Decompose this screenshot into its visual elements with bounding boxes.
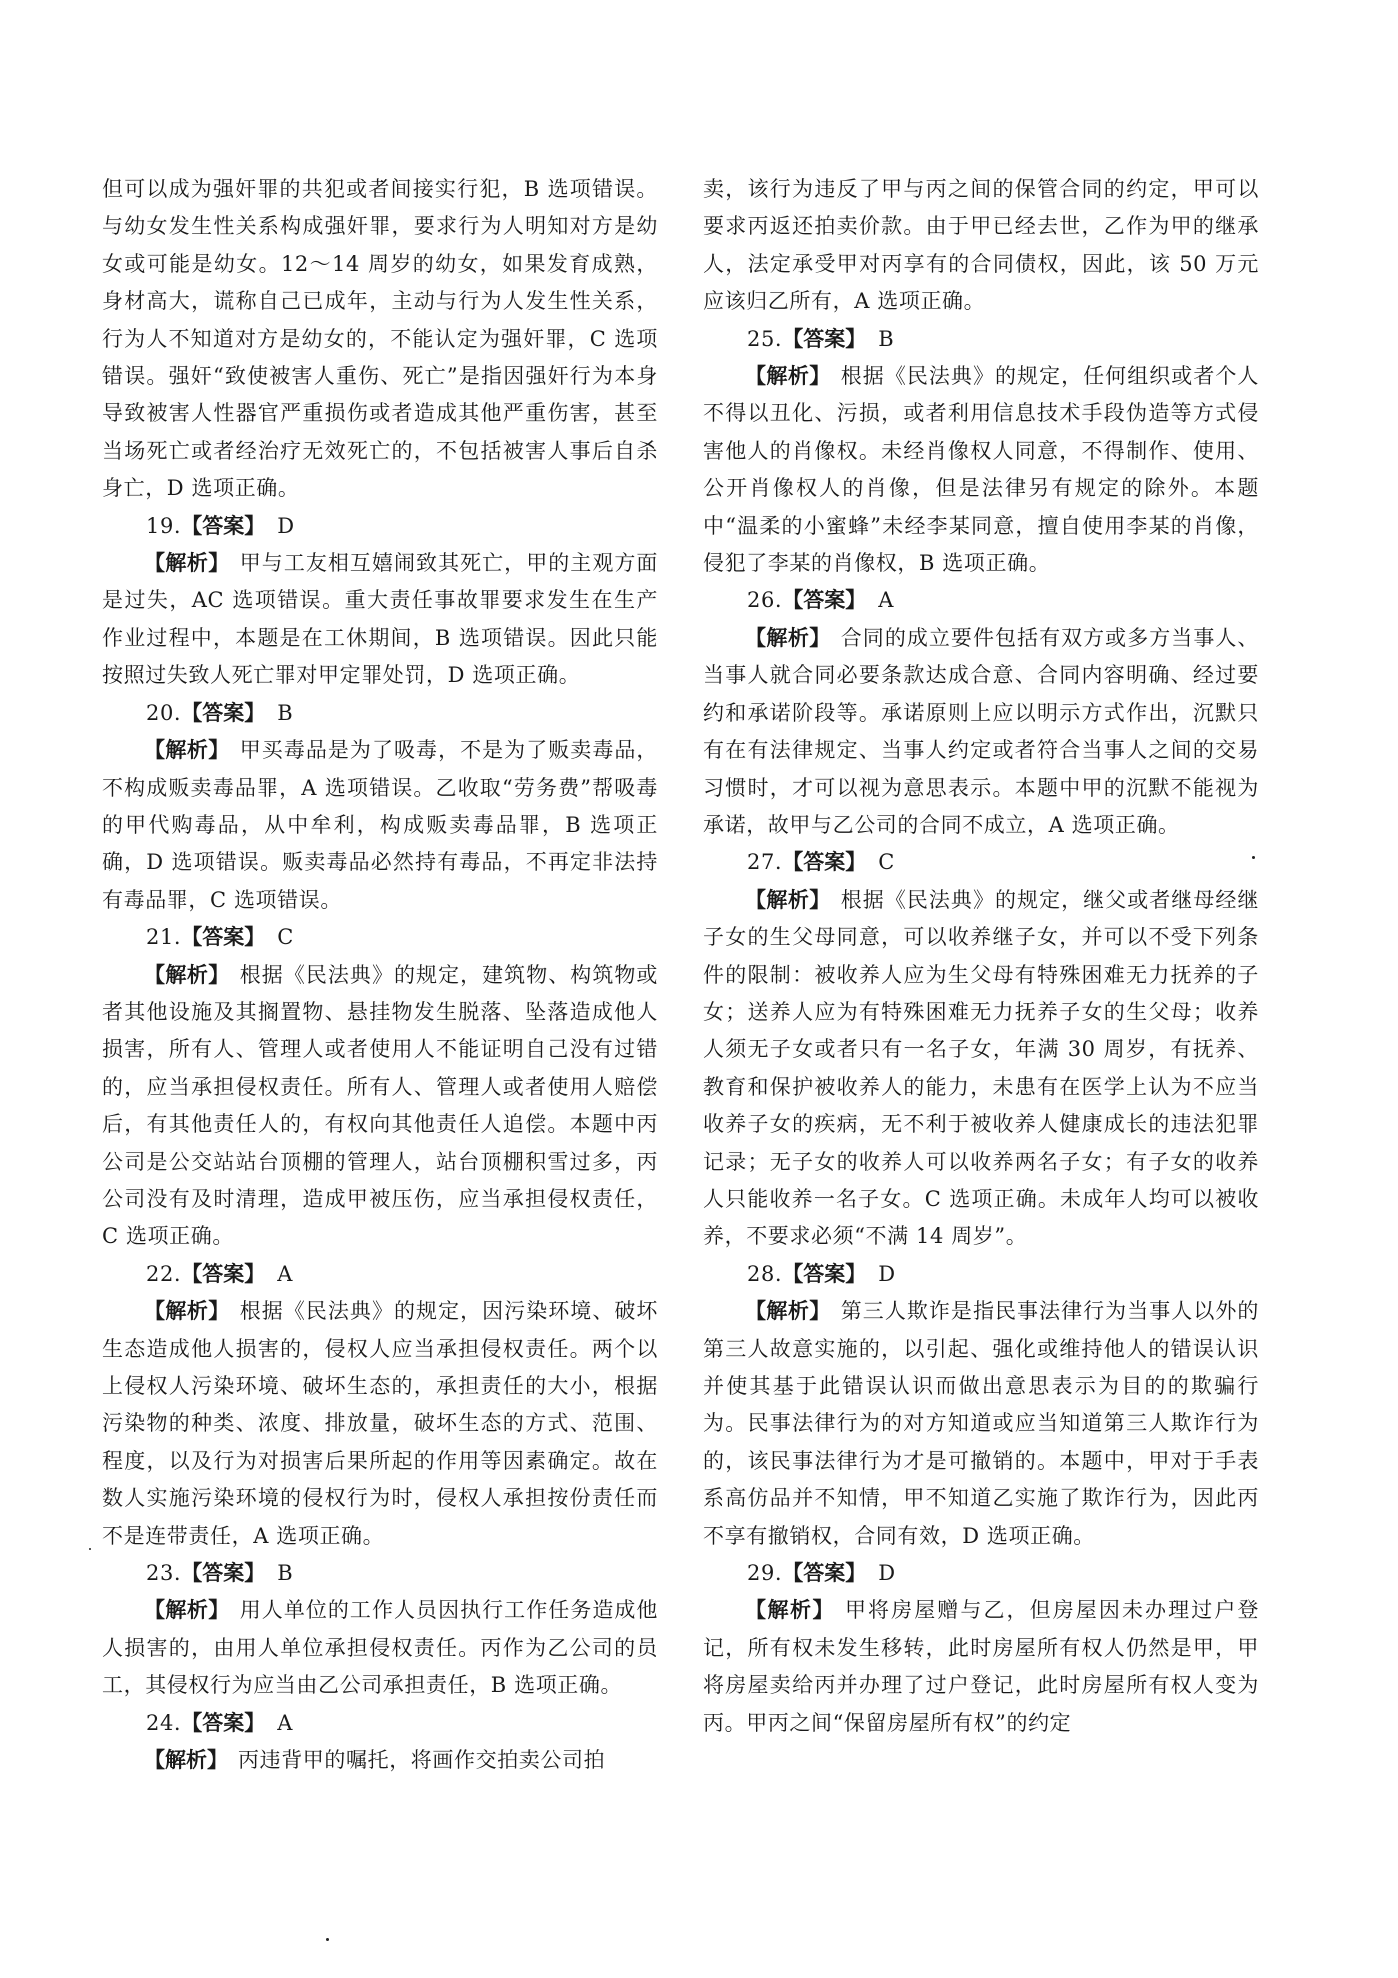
answer-line (102, 1256, 658, 1293)
answer-value: B (277, 700, 294, 725)
answer-line (703, 1256, 1259, 1293)
analysis-text: 根据《民法典》的规定，因污染环境、破坏生态造成他人损害的，侵权人应当承担侵权责任。两个以上侵权人污染环境、破坏生态的，承担责任的大小，根据污染物的种类、浓度、排放量，破坏生态的方式、范围、程度，以及行为对损害后果所起的作用等因素确定。故在数人实施污染环境的侵权行为时，侵权人承担按份责任而不是连带责任，A 选项正确。 (102, 1299, 658, 1548)
answer-label: 【答案】 (181, 513, 266, 538)
analysis-text: 丙违背甲的嘱托，将画作交拍卖公司拍 (238, 1748, 606, 1773)
question-number: 28. (747, 1261, 783, 1286)
analysis-paragraph (102, 545, 658, 695)
analysis-text: 甲将房屋赠与乙，但房屋因未办理过户登记，所有权未发生移转，此时房屋所有权人仍然是甲，甲将房屋卖给丙并办理了过户登记，此时房屋所有权人变为丙。甲丙之间“保留房屋所有权”的约定 (703, 1598, 1259, 1735)
question-number: 23. (146, 1561, 182, 1586)
answer-line (102, 919, 658, 956)
analysis-label: 【解析】 (745, 625, 831, 650)
question-number: 27. (747, 850, 783, 875)
question-number: 29. (747, 1561, 783, 1586)
analysis-paragraph (102, 1742, 658, 1779)
analysis-text: 根据《民法典》的规定，建筑物、构筑物或者其他设施及其搁置物、悬挂物发生脱落、坠落造成他人损害，所有人、管理人或者使用人不能证明自己没有过错的，应当承担侵权责任。所有人、管理人或者使用人赔偿后，有其他责任人的，有权向其他责任人追偿。本题中丙公司是公交站站台顶棚的管理人，站台顶棚积雪过多，丙公司没有及时清理，造成甲被压伤，应当承担侵权责任，C 选项正确。 (102, 962, 658, 1249)
answer-label: 【答案】 (782, 850, 867, 875)
analysis-paragraph (102, 1293, 658, 1555)
answer-list (703, 321, 1259, 1742)
analysis-label: 【解析】 (144, 738, 230, 763)
left-column (102, 171, 658, 1779)
analysis-text: 根据《民法典》的规定，继父或者继母经继子女的生父母同意，可以收养继子女，并可以不受下列条件的限制：被收养人应为生父母有特殊困难无力抚养的子女；送养人应为有特殊困难无力抚养子女的生父母；收养人须无子女或者只有一名子女，年满 30 周岁，有抚养、教育和保护被收养人的能力，未患有在医学上认为不应当收养子女的疾病，无不利于被收养人健康成长的违法犯罪记录；无子女的收养人可以收养两名子女；有子女的收养人只能收养一名子女。C 选项正确。未成年人均可以被收养，不要求必须“不满 14 周岁”。 (703, 887, 1259, 1249)
analysis-text: 用人单位的工作人员因执行工作任务造成他人损害的，由用人单位承担侵权责任。丙作为乙公司的员工，其侵权行为应当由乙公司承担责任，B 选项正确。 (102, 1598, 658, 1698)
answer-value: A (277, 1261, 293, 1286)
right-column (703, 171, 1259, 1742)
answer-label: 【答案】 (181, 1561, 266, 1586)
question-number: 26. (747, 588, 783, 613)
analysis-label: 【解析】 (745, 364, 831, 389)
continued-paragraph: 但可以成为强奸罪的共犯或者间接实行犯，B 选项错误。与幼女发生性关系构成强奸罪，要求行为人明知对方是幼女或可能是幼女。12～14 周岁的幼女，如果发育成熟，身材高大，谎称自己已成年，主动与行为人发生性关系，行为人不知道对方是幼女的，不能认定为强奸罪，C 选项错误。强奸“致使被害人重伤、死亡”是指因强奸行为本身导致被害人性器官严重损伤或者造成其他严重伤害，甚至当场死亡或者经治疗无效死亡的，不包括被害人事后自杀身亡，D 选项正确。 (102, 177, 658, 501)
answer-list (102, 508, 658, 1780)
scan-speck (326, 1938, 329, 1941)
question-number: 20. (146, 700, 182, 725)
answer-line (703, 321, 1259, 358)
answer-line (703, 1555, 1259, 1592)
question-number: 25. (747, 326, 783, 351)
answer-value: D (878, 1561, 896, 1586)
answer-label: 【答案】 (782, 326, 867, 351)
answer-value: A (878, 588, 894, 613)
scan-speck (89, 1548, 91, 1550)
analysis-text: 甲买毒品是为了吸毒，不是为了贩卖毒品，不构成贩卖毒品罪，A 选项错误。乙收取“劳务费”帮吸毒的甲代购毒品，从中牟利，构成贩卖毒品罪，B 选项正确，D 选项错误。贩卖毒品必然持有毒品，不再定非法持有毒品罪，C 选项错误。 (102, 738, 658, 912)
answer-value: B (878, 326, 895, 351)
answer-value: B (277, 1561, 294, 1586)
answer-label: 【答案】 (181, 925, 266, 950)
analysis-label: 【解析】 (745, 887, 831, 912)
analysis-label: 【解析】 (745, 1299, 831, 1324)
answer-line (703, 844, 1259, 881)
question-number: 22. (146, 1261, 182, 1286)
analysis-label: 【解析】 (144, 551, 230, 576)
question-number: 24. (146, 1710, 182, 1735)
analysis-paragraph (102, 957, 658, 1256)
answer-value: C (878, 850, 895, 875)
analysis-label: 【解析】 (144, 962, 230, 987)
analysis-text: 甲与工友相互嬉闹致其死亡，甲的主观方面是过失，AC 选项错误。重大责任事故罪要求发生在生产作业过程中，本题是在工休期间，B 选项错误。因此只能按照过失致人死亡罪对甲定罪处罚，D 选项正确。 (102, 551, 658, 688)
answer-label: 【答案】 (782, 588, 867, 613)
answer-label: 【答案】 (782, 1261, 867, 1286)
analysis-paragraph (703, 1592, 1259, 1742)
analysis-paragraph (703, 882, 1259, 1256)
answer-value: A (277, 1710, 293, 1735)
answer-label: 【答案】 (181, 1710, 266, 1735)
analysis-label: 【解析】 (144, 1748, 228, 1773)
analysis-paragraph (703, 620, 1259, 844)
answer-line (703, 582, 1259, 619)
answer-value: D (277, 513, 295, 538)
continued-paragraph: 卖，该行为违反了甲与丙之间的保管合同的约定，甲可以要求丙返还拍卖价款。由于甲已经去世，乙作为甲的继承人，法定承受甲对丙享有的合同债权，因此，该 50 万元应该归乙所有，A 选项正确。 (703, 177, 1259, 314)
analysis-text: 合同的成立要件包括有双方或多方当事人、当事人就合同必要条款达成合意、合同内容明确、经过要约和承诺阶段等。承诺原则上应以明示方式作出，沉默只有在有法律规定、当事人约定或者符合当事人之间的交易习惯时，才可以视为意思表示。本题中甲的沉默不能视为承诺，故甲与乙公司的合同不成立，A 选项正确。 (703, 625, 1259, 837)
answer-label: 【答案】 (181, 1261, 266, 1286)
answer-value: C (277, 925, 294, 950)
answer-line (102, 1555, 658, 1592)
scan-speck (1252, 856, 1255, 859)
analysis-text: 第三人欺诈是指民事法律行为当事人以外的第三人故意实施的，以引起、强化或维持他人的错误认识并使其基于此错误认识而做出意思表示为目的的欺骗行为。民事法律行为的对方知道或应当知道第三人欺诈行为的，该民事法律行为才是可撤销的。本题中，甲对于手表系高仿品并不知情，甲不知道乙实施了欺诈行为，因此丙不享有撤销权，合同有效，D 选项正确。 (703, 1299, 1259, 1548)
question-number: 21. (146, 925, 182, 950)
analysis-label: 【解析】 (745, 1598, 835, 1623)
answer-line (102, 1705, 658, 1742)
answer-label: 【答案】 (782, 1561, 867, 1586)
analysis-label: 【解析】 (144, 1598, 230, 1623)
answer-value: D (878, 1261, 896, 1286)
analysis-paragraph (102, 732, 658, 919)
answer-label: 【答案】 (181, 700, 266, 725)
analysis-paragraph (703, 358, 1259, 582)
analysis-paragraph (703, 1293, 1259, 1555)
answer-line (102, 695, 658, 732)
analysis-paragraph (102, 1592, 658, 1704)
question-number: 19. (146, 513, 182, 538)
analysis-label: 【解析】 (144, 1299, 230, 1324)
answer-line (102, 508, 658, 545)
analysis-text: 根据《民法典》的规定，任何组织或者个人不得以丑化、污损，或者利用信息技术手段伪造等方式侵害他人的肖像权。未经肖像权人同意，不得制作、使用、公开肖像权人的肖像，但是法律另有规定的除外。本题中“温柔的小蜜蜂”未经李某同意，擅自使用李某的肖像，侵犯了李某的肖像权，B 选项正确。 (703, 364, 1259, 576)
